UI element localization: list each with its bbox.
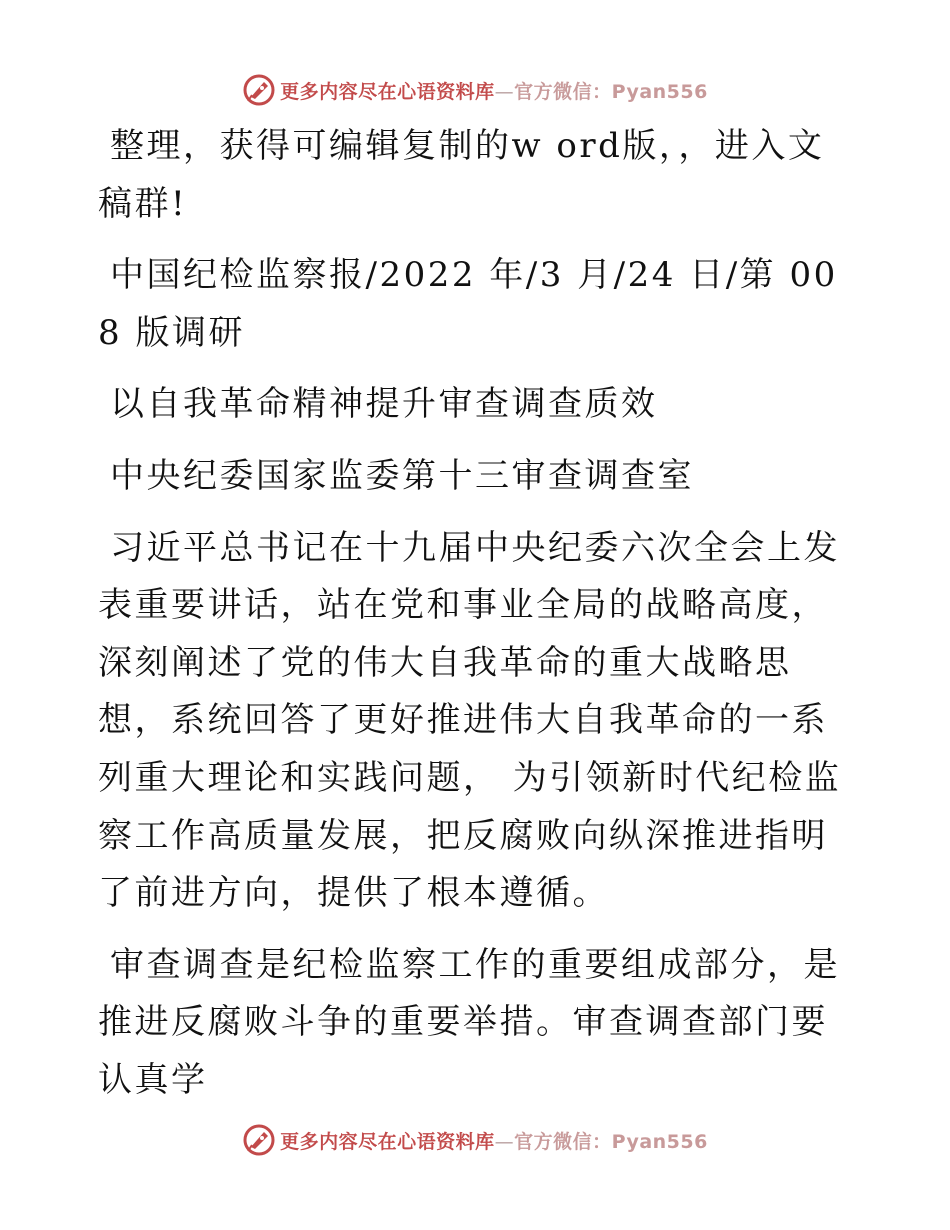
- banner-brand: 更多内容尽在心语资料库: [280, 1130, 495, 1153]
- pen-nib-logo-icon: [242, 1123, 276, 1157]
- article-author: 中央纪委国家监委第十三审查调查室: [110, 455, 694, 496]
- intro-paragraph: 整理，获得可编辑复制的w ord版，，进入文稿群!: [98, 126, 825, 224]
- banner-separator: —: [494, 1130, 515, 1153]
- banner-wechat-id: Pyan556: [611, 1130, 708, 1153]
- banner-separator: —: [494, 80, 515, 103]
- body-paragraph: 习近平总书记在十九届中央纪委六次全会上发表重要讲话，站在党和事业全局的战略高度，深刻阐述了党的伟大自我革命的重大战略思想，系统回答了更好推进伟大自我革命的一系列重大理论和实践问题， 为引领新时代纪检监察工作高质量发展，把反腐败向纵深推进指明了前进方向，提供了根本遵循。: [98, 527, 842, 914]
- banner-text: [280, 1127, 708, 1154]
- banner-text: [280, 77, 708, 104]
- document-body: [98, 118, 848, 1110]
- body-paragraph: 审查调查是纪检监察工作的重要组成部分，是推进反腐败斗争的重要举措。审查调查部门要认真学: [98, 944, 840, 1100]
- pen-nib-logo-icon: [242, 73, 276, 107]
- article-title: 以自我革命精神提升审查调查质效: [110, 384, 658, 425]
- banner-brand: 更多内容尽在心语资料库: [280, 80, 495, 103]
- footer-watermark-banner: [0, 1120, 950, 1160]
- banner-wechat-id: Pyan556: [611, 80, 708, 103]
- banner-wechat-label: 官方微信：: [514, 80, 612, 103]
- header-watermark-banner: [0, 70, 950, 110]
- source-line: 中国纪检监察报/2022 年/3 月/24 日/第 008 版调研: [98, 255, 838, 353]
- banner-wechat-label: 官方微信：: [514, 1130, 612, 1153]
